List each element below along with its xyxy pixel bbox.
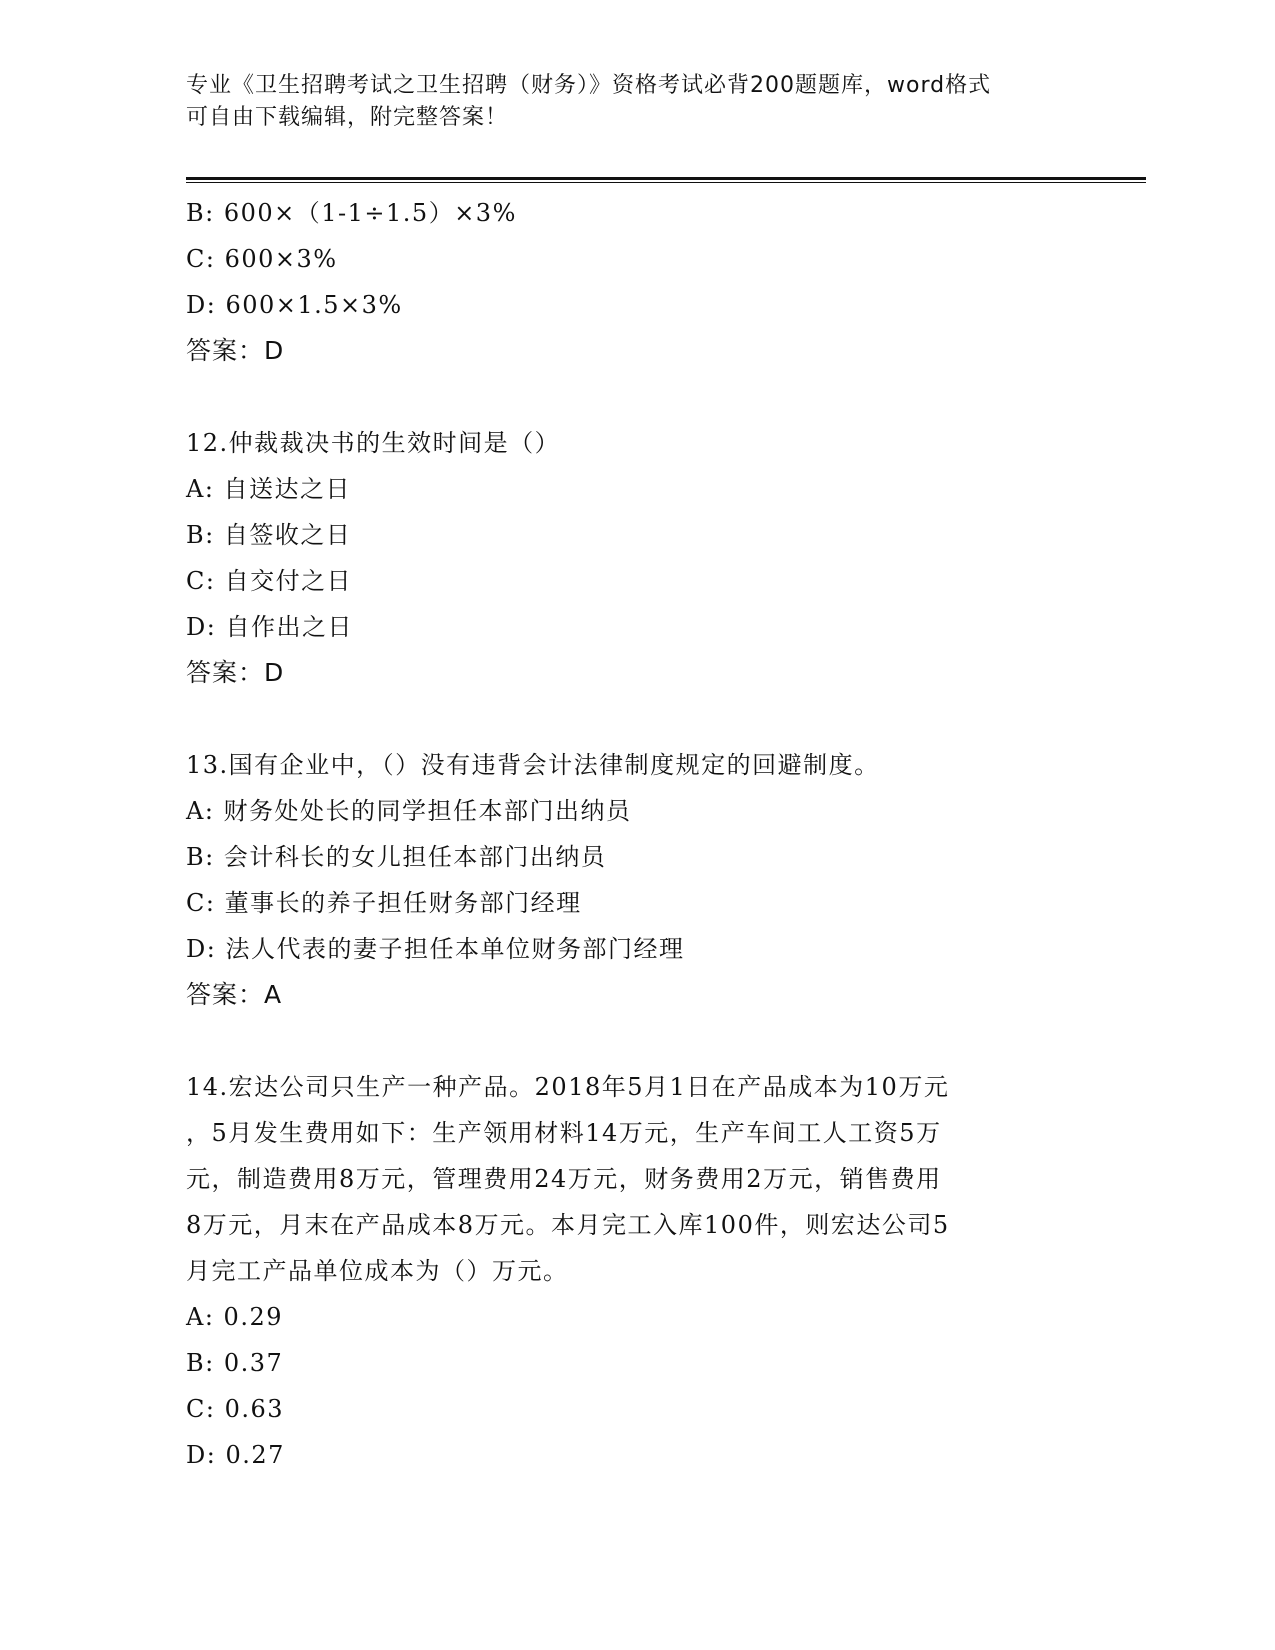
question-stem (186, 1064, 1086, 1294)
question-spacer (186, 696, 1086, 742)
option-b: B: 自签收之日 (186, 521, 352, 549)
option-b: B: 600×（1-1÷1.5）×3% (186, 199, 517, 227)
option-d: D: 法人代表的妻子担任本单位财务部门经理 (186, 935, 685, 963)
header-divider-thick (186, 177, 1146, 180)
question-list (186, 190, 1086, 1478)
answer-line: 答案：A (186, 980, 283, 1009)
option-a: A: 0.29 (186, 1303, 283, 1331)
option-d: D: 0.27 (186, 1441, 285, 1469)
question-spacer (186, 374, 1086, 420)
document-header (186, 70, 1086, 134)
question-13 (186, 742, 1086, 1018)
question-stem-line: 14.宏达公司只生产一种产品。2018年5月1日在产品成本为10万元 (186, 1073, 950, 1101)
option-d: D: 自作出之日 (186, 613, 353, 641)
option-a: A: 财务处处长的同学担任本部门出纳员 (186, 797, 632, 825)
option-c: C: 自交付之日 (186, 567, 353, 595)
question-12 (186, 420, 1086, 696)
question-11-tail (186, 190, 1086, 374)
option-c: C: 董事长的养子担任财务部门经理 (186, 889, 582, 917)
option-b: B: 会计科长的女儿担任本部门出纳员 (186, 843, 607, 871)
option-d: D: 600×1.5×3% (186, 291, 403, 319)
question-stem-line: 元，制造费用8万元，管理费用24万元，财务费用2万元，销售费用 (186, 1165, 942, 1193)
question-spacer (186, 1018, 1086, 1064)
question-stem-line: ，5月发生费用如下：生产领用材料14万元，生产车间工人工资5万 (186, 1119, 942, 1147)
option-c: C: 600×3% (186, 245, 338, 273)
answer-line: 答案：D (186, 658, 285, 687)
question-14 (186, 1064, 1086, 1478)
question-stem: 13.国有企业中，（）没有违背会计法律制度规定的回避制度。 (186, 751, 880, 779)
option-c: C: 0.63 (186, 1395, 285, 1423)
header-divider-thin (186, 182, 1146, 183)
question-stem-line: 8万元，月末在产品成本8万元。本月完工入库100件，则宏达公司5 (186, 1211, 950, 1239)
answer-line: 答案：D (186, 336, 285, 365)
option-b: B: 0.37 (186, 1349, 284, 1377)
header-title-line-2: 可自由下载编辑，附完整答案！ (186, 105, 509, 130)
question-stem-line: 月完工产品单位成本为（）万元。 (186, 1257, 569, 1285)
question-stem: 12.仲裁裁决书的生效时间是（） (186, 429, 561, 457)
option-a: A: 自送达之日 (186, 475, 352, 503)
header-title-line-1: 专业《卫生招聘考试之卫生招聘（财务）》资格考试必背200题题库，word格式 (186, 73, 992, 98)
